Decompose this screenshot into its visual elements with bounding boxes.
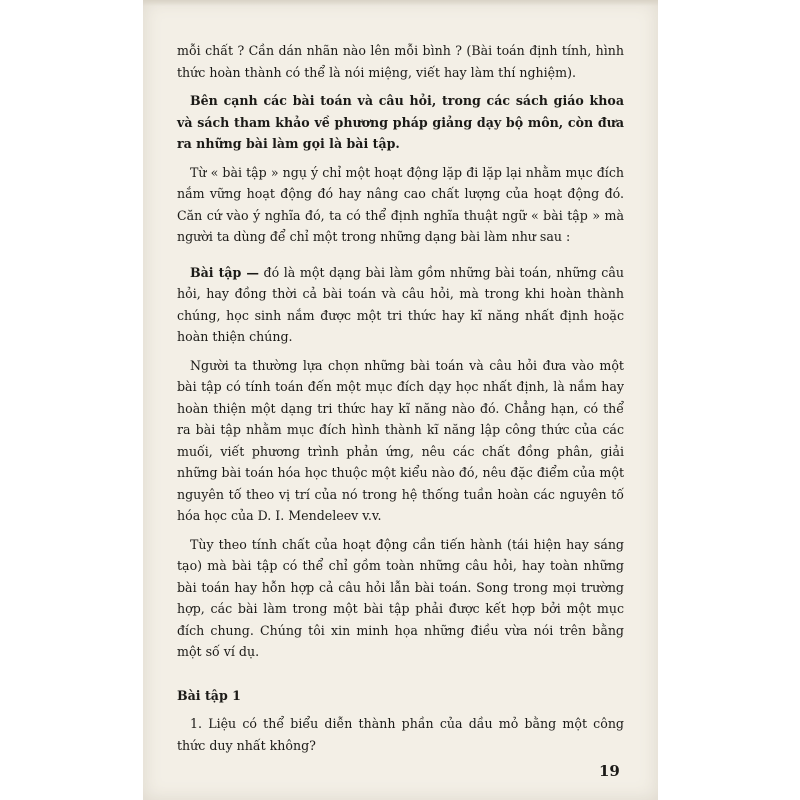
paragraph-selection: Người ta thường lựa chọn những bài toán và câu hỏi đưa vào một bài tập có tính toán đến một mục đích dạy học nhất định, là nắm hay hoàn thiện một dạng tri thức hay kĩ năng nào đó. Chẳng hạn, có thể ra bài tập nhằm mục đích hình thành kĩ năng lập công thức của các muối, viết phương trình phản ứng, nêu các chất đồng phân, giải những bài toán hóa học thuộc một kiểu nào đó, nêu đặc điểm của một nguyên tố theo vị trí của nó trong hệ thống tuần hoàn các nguyên tố hóa học của D. I. Mendeleev v.v.: [177, 357, 624, 523]
page-number: 19: [599, 762, 620, 780]
paragraph-bai-tap-meaning: Từ « bài tập » ngụ ý chỉ một hoạt động lặp đi lặp lại nhằm mục đích nắm vững hoạt động đó hay nâng cao chất lượng của hoạt động đó. Căn cứ vào ý nghĩa đó, ta có thể định nghĩa thuật ngữ « bài tập » mà người ta dùng để chỉ một trong những dạng bài làm như sau :: [177, 164, 624, 244]
paragraph-activity-nature: Tùy theo tính chất của hoạt động cần tiến hành (tái hiện hay sáng tạo) mà bài tập có thể chỉ gồm toàn những câu hỏi, hay toàn những bài toán hay hỗn hợp cả câu hỏi lẫn bài toán. Song trong mọi trường hợp, các bài làm trong một bài tập phải được kết hợp bởi một mục đích chung. Chúng tôi xin minh họa những điều vừa nói trên bằng một số ví dụ.: [177, 536, 624, 659]
exercise-question-1: 1. Liệu có thể biểu diễn thành phần của dầu mỏ bằng một công thức duy nhất không?: [177, 716, 624, 753]
book-page: [143, 0, 658, 800]
page-top-shadow: [143, 0, 658, 6]
definition-text: đó là một dạng bài làm gồm những bài toán, những câu hỏi, hay đồng thời cả bài toán và câu hỏi, mà trong khi hoàn thành chúng, học sinh nắm được một tri thức hay kĩ năng nhất định hoặc hoàn thiện chúng.: [177, 264, 624, 344]
paragraph-bai-tap-intro: Bên cạnh các bài toán và câu hỏi, trong các sách giáo khoa và sách tham khảo về phương pháp giảng dạy bộ môn, còn đưa ra những bài làm gọi là bài tập.: [177, 93, 624, 151]
body-text: [177, 40, 624, 756]
exercise-heading: Bài tập 1: [177, 687, 241, 703]
paragraph-continuation: mỗi chất ? Cần dán nhãn nào lên mỗi bình ? (Bài toán định tính, hình thức hoàn thành có thể là nói miệng, viết hay làm thí nghiệm).: [177, 43, 624, 80]
paragraph-definition: [177, 262, 624, 348]
definition-term: Bài tập —: [190, 264, 259, 280]
